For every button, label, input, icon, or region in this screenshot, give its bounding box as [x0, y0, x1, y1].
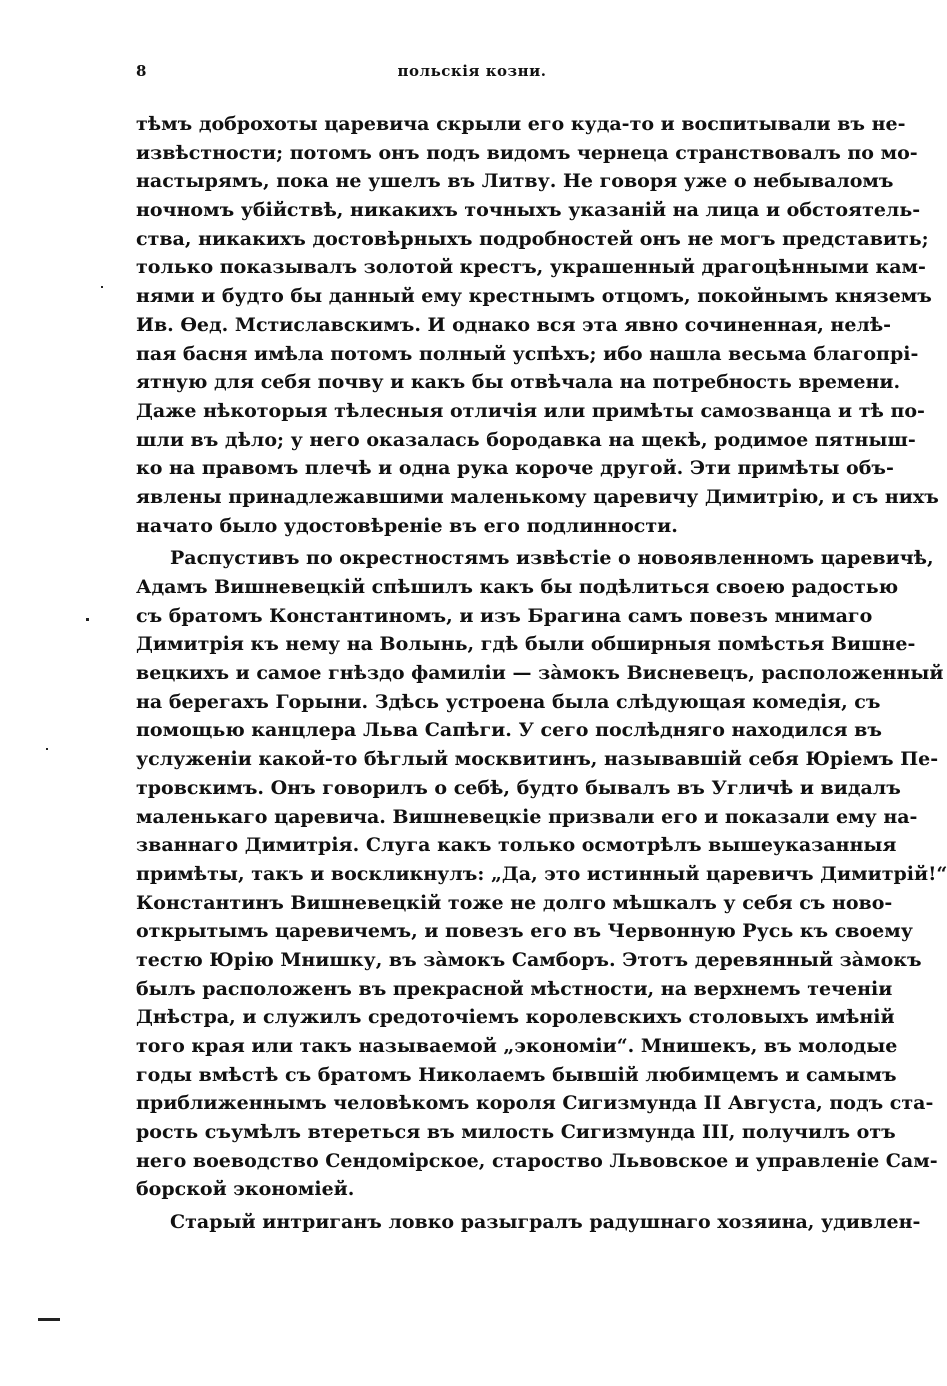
body-text — [136, 110, 947, 1237]
paragraph — [136, 1208, 921, 1237]
text-line: Старый интриганъ ловко разыгралъ радушнаго хозяина, удивлен- — [170, 1211, 921, 1234]
margin-speck — [86, 618, 89, 621]
text-line: Даже нѣкоторыя тѣлесныя отличія или примѣты самозванца и тѣ по- — [136, 399, 925, 422]
text-line: ятную для себя почву и какъ бы отвѣчала на потребность времени. — [136, 371, 901, 394]
text-line: шли въ дѣло; у него оказалась бородавка на щекѣ, родимое пятныш- — [136, 428, 916, 451]
text-line: нями и будто бы данный ему крестнымъ отцомъ, покойнымъ княземъ — [136, 285, 932, 308]
text-line: званнаго Димитрія. Слуга какъ только осмотрѣлъ вышеуказанныя — [136, 834, 897, 857]
text-line: начато было удостовѣреніе въ его подлинности. — [136, 514, 678, 537]
text-line: только показывалъ золотой крестъ, украшенный драгоцѣнными кам- — [136, 256, 926, 279]
running-title: польскія козни. — [397, 62, 547, 80]
text-line: явлены принадлежавшими маленькому царевичу Димитрію, и съ нихъ — [136, 485, 939, 508]
text-line: тровскимъ. Онъ говорилъ о себѣ, будто бывалъ въ Угличѣ и видалъ — [136, 776, 901, 799]
margin-speck — [101, 286, 103, 288]
text-line: Константинъ Вишневецкій тоже не долго мѣшкалъ у себя съ ново- — [136, 891, 893, 914]
text-line: Распустивъ по окрестностямъ извѣстіе о новоявленномъ царевичѣ, — [170, 547, 934, 570]
text-line: тѣмъ доброхоты царевича скрыли его куда-то и воспитывали въ не- — [136, 113, 906, 135]
text-line: былъ расположенъ въ прекрасной мѣстности, на верхнемъ теченіи — [136, 977, 893, 1000]
text-line: съ братомъ Константиномъ, и изъ Брагина самъ повезъ мнимаго — [136, 604, 873, 627]
text-line: открытымъ царевичемъ, и повезъ его въ Червонную Русь къ своему — [136, 920, 913, 943]
text-line: вецкихъ и самое гнѣздо фамиліи — зàмокъ Висневецъ, расположенный — [136, 662, 944, 685]
paragraph — [136, 110, 939, 540]
text-line: рость съумѣлъ втереться въ милость Сигизмунда III, получилъ отъ — [136, 1121, 896, 1144]
text-line: Димитрія къ нему на Волынь, гдѣ были обширныя помѣстья Вишне- — [136, 633, 916, 656]
text-line: Днѣстра, и служилъ средоточіемъ королевскихъ столовыхъ имѣній — [136, 1006, 895, 1029]
text-line: извѣстности; потомъ онъ подъ видомъ чернеца странствовалъ по мо- — [136, 141, 918, 164]
text-line: того края или такъ называемой „экономіи“. Мнишекъ, въ молодые — [136, 1035, 898, 1057]
text-line: примѣты, такъ и воскликнулъ: „Да, это истинный царевичъ Димитрій!“ — [136, 862, 947, 885]
text-line: приближеннымъ человѣкомъ короля Сигизмунда II Августа, подъ ста- — [136, 1092, 934, 1115]
text-line: пая басня имѣла потомъ полный успѣхъ; ибо нашла весьма благопрі- — [136, 342, 919, 365]
text-line: него воеводство Сендомірское, староство Львовское и управленіе Сам- — [136, 1149, 938, 1172]
text-line: тестю Юрію Мнишку, въ зàмокъ Самборъ. Этотъ деревянный зàмокъ — [136, 948, 922, 971]
text-line: ства, никакихъ достовѣрныхъ подробностей онъ не могъ представить; — [136, 227, 929, 250]
text-line: годы вмѣстѣ съ братомъ Николаемъ бывшій любимцемъ и самымъ — [136, 1063, 897, 1086]
text-line: маленькаго царевича. Вишневецкіе призвали его и показали ему на- — [136, 805, 918, 828]
text-line: Ив. Ѳед. Мстиславскимъ. И однако вся эта явно сочиненная, нелѣ- — [136, 313, 892, 336]
text-line: ночномъ убійствѣ, никакихъ точныхъ указаній на лица и обстоятель- — [136, 199, 921, 222]
text-line: Адамъ Вишневецкій спѣшилъ какъ бы подѣлиться своею радостью — [136, 576, 899, 598]
text-line: борской экономіей. — [136, 1178, 355, 1201]
paragraph — [136, 544, 947, 1204]
text-line: ко на правомъ плечѣ и одна рука короче другой. Эти примѣты объ- — [136, 457, 894, 480]
page-number: 8 — [136, 62, 147, 80]
text-line: на берегахъ Горыни. Здѣсь устроена была слѣдующая комедія, съ — [136, 690, 881, 713]
text-line: настырямъ, пока не ушелъ въ Литву. Не говоря уже о небываломъ — [136, 170, 894, 193]
margin-speck — [46, 748, 48, 750]
margin-dash-mark — [38, 1318, 60, 1321]
text-line: услуженіи какой-то бѣглый москвитинъ, называвшій себя Юріемъ Пе- — [136, 748, 939, 771]
page-header — [136, 62, 808, 88]
text-line: помощью канцлера Льва Сапѣги. У сего послѣдняго находился въ — [136, 719, 882, 742]
